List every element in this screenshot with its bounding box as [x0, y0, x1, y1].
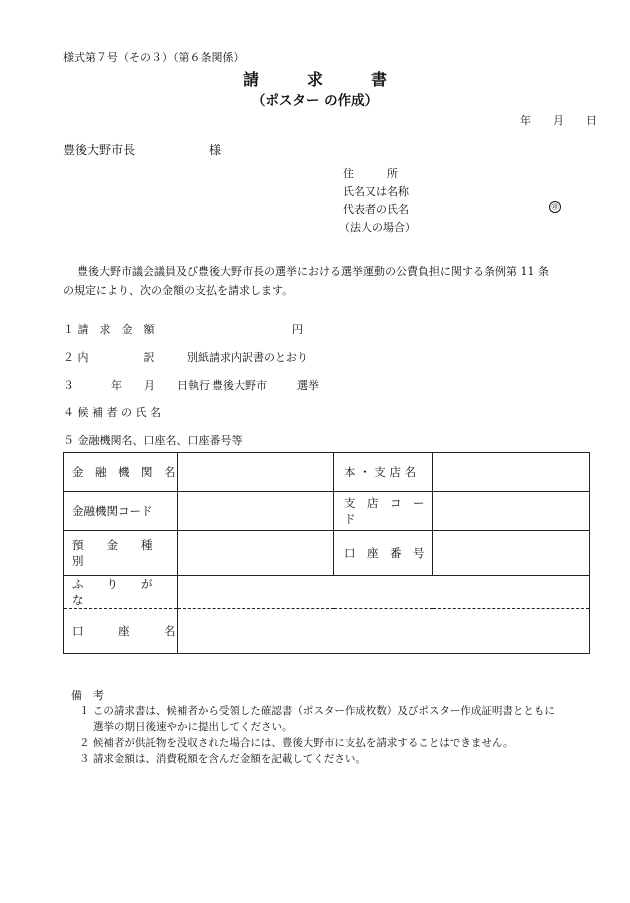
branch-code-label: 支 店 コ ー ド: [334, 492, 433, 531]
item2-value: 別紙請求内訳書のとおり: [187, 351, 308, 364]
bank-code-label: 金融機関コード: [64, 492, 178, 531]
table-row: [64, 531, 590, 576]
seal-mark: ㊞: [549, 201, 561, 213]
note-2: ２ 候補者が供託物を没収された場合には、豊後大野市に支払を請求することはできません。: [79, 737, 514, 749]
branch-code-field[interactable]: [433, 492, 590, 531]
bank-name-field[interactable]: [178, 453, 334, 492]
item3-city: 豊後大野市: [212, 379, 267, 392]
document-subtitle: （ポスター の作成）: [251, 93, 379, 109]
branch-field[interactable]: [433, 453, 590, 492]
branch-label: 本 ・ 支 店 名: [334, 453, 433, 492]
account-name-field[interactable]: [178, 609, 590, 654]
name-label: 氏名又は名称: [343, 185, 409, 198]
addressee: 豊後大野市長: [63, 143, 136, 157]
form-label: 様式第７号（その３）（第６条関係）: [63, 51, 245, 64]
document-title: 請 求 書: [242, 70, 387, 89]
account-name-label: 口 座 名: [64, 609, 178, 654]
item5-label: ５ 金融機関名、口座名、口座番号等: [63, 434, 243, 447]
honorific: 様: [209, 143, 222, 157]
bank-info-table: [63, 452, 590, 654]
corp-note: （法人の場合）: [339, 221, 416, 234]
item2-label: ２ 内 訳: [63, 351, 155, 364]
address-label: 住 所: [343, 167, 398, 180]
body-text-line2: の規定により、次の金額の支払を請求します。: [63, 284, 294, 297]
bank-code-field[interactable]: [178, 492, 334, 531]
table-row: [64, 609, 590, 654]
table-row: [64, 576, 590, 609]
furigana-field[interactable]: [178, 576, 590, 609]
item3-date: 年 月 日執行: [111, 379, 210, 392]
table-row: [64, 453, 590, 492]
item3-election: 選挙: [297, 379, 319, 392]
account-number-field[interactable]: [433, 531, 590, 576]
item1-unit: 円: [292, 323, 303, 336]
body-text-line1: 豊後大野市議会議員及び豊後大野市長の選挙における選挙運動の公費負担に関する条例第 11 条: [77, 265, 549, 278]
deposit-type-label: 預 金 種 別: [64, 531, 178, 576]
representative-label: 代表者の氏名: [343, 203, 409, 216]
account-number-label: 口 座 番 号: [334, 531, 433, 576]
item4-label: ４ 候 補 者 の 氏 名: [63, 406, 161, 419]
note-1-line2: 選挙の期日後速やかに提出してください。: [93, 721, 293, 733]
deposit-type-field[interactable]: [178, 531, 334, 576]
item1-label: １ 請 求 金 額: [63, 323, 155, 336]
item3-number: ３: [63, 379, 74, 392]
note-1-line1: １ この請求書は、候補者から受領した確認書（ポスター作成枚数）及びポスター作成証明書とともに: [79, 705, 555, 717]
note-3: ３ 請求金額は、消費税額を含んだ金額を記載してください。: [79, 753, 366, 765]
furigana-label: ふ り が な: [64, 576, 178, 609]
table-row: [64, 492, 590, 531]
notes-heading: 備 考: [71, 689, 104, 702]
date-line: 年 月 日: [520, 114, 597, 127]
bank-name-label: 金 融 機 関 名: [64, 453, 178, 492]
